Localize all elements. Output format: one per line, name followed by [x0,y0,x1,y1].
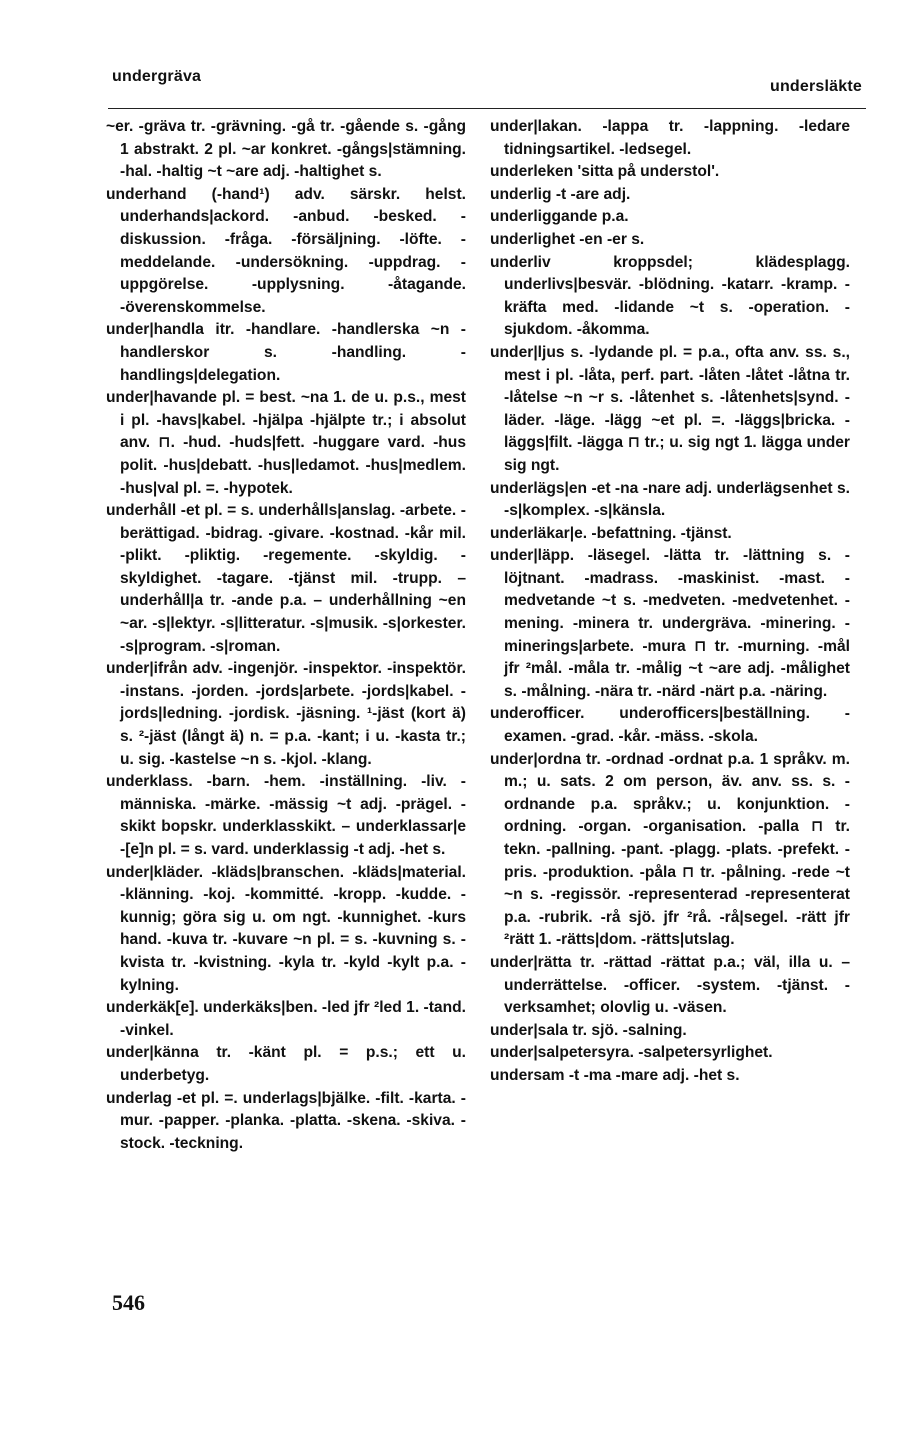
dictionary-entry: undersam -t -ma -mare adj. -het s. [490,1066,740,1084]
dictionary-entry: underlighet -en -er s. [490,230,645,248]
dictionary-entry: under|ordna tr. -ordnad -ordnat p.a. 1 språkv. m. m.; u. sats. 2 om person, äv. anv. ss. s. -ordnande p.a. språkv.; u. konjunktion. -ordning. -organ. -organisation. -palla ⊓ tr. tekn. -pallning. -pant. -plagg. -plats. -prefekt. -pris. -produktion. -påla ⊓ tr. -pålning. -rede ~t ~n s. -regissör. -representerad -representerat p.a. -rubrik. -rå sjö. jfr ²rå. -rå|segel. -rätt jfr ²rätt 1. -rätts|dom. -rätts|utslag. [490,750,850,949]
right-column [490,116,850,1088]
dictionary-entry: underläkar|e. -befattning. -tjänst. [490,524,732,542]
dictionary-entry: under|havande pl. = best. ~na 1. de u. p.s., mest i pl. -havs|kabel. -hjälpa -hjälpte tr.; i absolut anv. ⊓. -hud. -huds|fett. -huggare vard. -hus polit. -hus|debatt. -hus|ledamot. -hus|medlem. -hus|val pl. =. -hypotek. [106,389,466,497]
dictionary-entry: underhåll -et pl. = s. underhålls|anslag. -arbete. -berättigad. -bidrag. -givare. -kostnad. -kår mil. -plikt. -pliktig. -regemente. -skyldig. -skyldighet. -tagare. -tjänst mil. -trupp. – underhåll|a tr. -ande p.a. – underhållning ~en ~ar. -s|lektyr. -s|litteratur. -s|musik. -s|orkester. -s|program. -s|roman. [106,502,466,655]
dictionary-entry: under|ljus s. -lydande pl. = p.a., ofta anv. ss. s., mest i pl. -låta, perf. part. -låten -låtet -låtna tr. -låtelse ~n ~r s. -låtenhet s. -låtenhets|synd. -läder. -läge. -lägg ~et pl. =. -läggs|bricka. -läggs|filt. -lägga ⊓ tr.; u. sig ngt 1. lägga under sig ngt. [490,343,850,474]
dictionary-entry: underlägs|en -et -na -nare adj. underlägsenhet s. -s|komplex. -s|känsla. [490,479,850,520]
dictionary-entry: under|känna tr. -känt pl. = p.s.; ett u. underbetyg. [106,1044,466,1084]
dictionary-entry: underofficer. underofficers|beställning. -examen. -grad. -kår. -mäss. -skola. [490,705,850,746]
dictionary-entry: under|lakan. -lappa tr. -lappning. -ledare tidningsartikel. -ledsegel. [490,118,850,158]
dictionary-entry: ~er. -gräva tr. -grävning. -gå tr. -gående s. -gång 1 abstrakt. 2 pl. ~ar konkret. -gångs|stämning. -hal. -haltig ~t ~are adj. -haltighet s. [106,118,466,181]
dictionary-entry: underkäk[e]. underkäks|ben. -led jfr ²led 1. -tand. -vinkel. [106,999,466,1039]
page-number: 546 [112,1290,145,1315]
dictionary-entry: under|handla itr. -handlare. -handlerska ~n -handlerskor s. -handling. -handlings|delegation. [106,321,466,384]
dictionary-entry: underlag -et pl. =. underlags|bjälke. -filt. -karta. -mur. -papper. -planka. -platta. -skena. -skiva. -stock. -teckning. [106,1089,466,1152]
left-column [106,116,466,1155]
dictionary-entry: under|läpp. -läsegel. -lätta tr. -lättning s. -löjtnant. -madrass. -maskinist. -mast. -medvetande ~t s. -medveten. -medvetenhet. -mening. -minera tr. undergräva. -minering. -minerings|arbete. -mura ⊓ tr. -murning. -mål jfr ²mål. -måla tr. -målig ~t ~are adj. -målighet s. -målning. -nära tr. -närd -närt p.a. -näring. [490,547,850,700]
header-rule [108,108,866,109]
left-guideword: undergräva [112,68,202,85]
dictionary-entry: under|kläder. -kläds|branschen. -kläds|material. -klänning. -koj. -kommitté. -kropp. -kudde. -kunnig; göra sig u. om ngt. -kunnighet. -kurs hand. -kuva tr. -kuvare ~n pl. = s. -kuvning s. -kvista tr. -kvistning. -kyla tr. -kyld -kylt p.a. -kylning. [106,863,466,994]
dictionary-entry: underlig -t -are adj. [490,185,631,203]
dictionary-entry: under|salpetersyra. -salpetersyrlighet. [490,1044,773,1062]
dictionary-entry: underklass. -barn. -hem. -inställning. -liv. -människa. -märke. -mässig ~t adj. -prägel. -skikt bopskr. underklasskikt. – underklassar|e -[e]n pl. = s. vard. underklassig -t adj. -het s. [106,773,466,858]
dictionary-entry: under|ifrån adv. -ingenjör. -inspektor. -inspektör. -instans. -jorden. -jords|arbete. -jords|kabel. -jords|ledning. -jordisk. -jäsning. ¹-jäst (kort ä) s. ²-jäst (långt ä) n. = p.a. -kant; i u. -kasta tr.; u. sig. -kastelse ~n s. -kjol. -klang. [106,660,466,768]
dictionary-entry: underliggande p.a. [490,208,629,226]
dictionary-entry: underhand (-hand¹) adv. särskr. helst. underhands|ackord. -anbud. -besked. -diskussion. -fråga. -försäljning. -löfte. -meddelande. -undersökning. -uppdrag. -uppgörelse. -upplysning. -åtagande. -överenskommelse. [106,185,466,316]
dictionary-entry: under|sala tr. sjö. -salning. [490,1021,687,1039]
dictionary-entry: under|rätta tr. -rättad -rättat p.a.; väl, illa u. – underrättelse. -officer. -system. -tjänst. -verksamhet; olovlig u. -väsen. [490,953,850,1017]
dictionary-entry: underliv kroppsdel; klädesplagg. underlivs|besvär. -blödning. -katarr. -kramp. -kräfta med. -lidande ~t s. -operation. -sjukdom. -åkomma. [490,253,850,339]
right-guideword: undersläkte [769,78,862,95]
dictionary-entry: underleken 'sitta på understol'. [490,163,720,181]
